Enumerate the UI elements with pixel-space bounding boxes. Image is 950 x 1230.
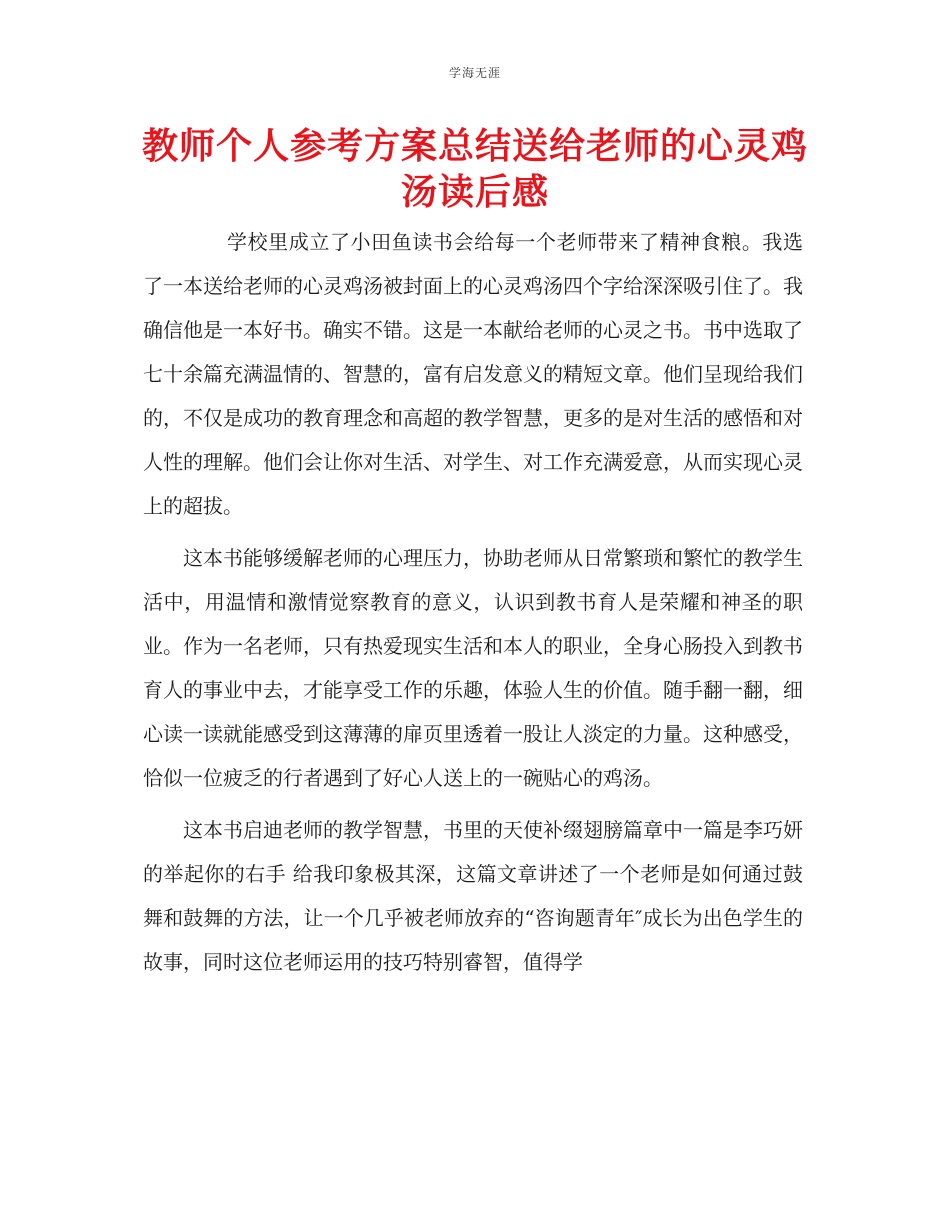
page-header: 学海无涯	[448, 66, 501, 80]
paragraph-3: 这本书启迪老师的教学智慧，书里的天使补缀翅膀篇章中一篇是李巧妍的举起你的右手 给我印象极其深，这篇文章讲述了一个老师是如何通过鼓舞和鼓舞的方法，让一个几乎被老师放弃的“咨询题青年″成长为出色学生的故事，同时这位老师运用的技巧特别睿智，值得学	[143, 818, 803, 974]
paragraph-2: 这本书能够缓解老师的心理压力，协助老师从日常繁琐和繁忙的教学生活中，用温情和激情觉察教育的意义，认识到教书育人是荣耀和神圣的职业。作为一名老师，只有热爱现实生活和本人的职业，全身心肠投入到教书育人的事业中去，才能享受工作的乐趣，体验人生的价值。随手翻一翻，细心读一读就能感受到这薄薄的扉页里透着一股让人淡定的力量。这种感受，恰似一位疲乏的行者遇到了好心人送上的一碗贴心的鸡汤。	[143, 546, 803, 790]
document-title: 教师个人参考方案总结送给老师的心灵鸡汤读后感	[141, 126, 808, 213]
document-body	[143, 220, 803, 984]
paragraph-1: 学校里成立了小田鱼读书会给每一个老师带来了精神食粮。我选了一本送给老师的心灵鸡汤被封面上的心灵鸡汤四个字给深深吸引住了。我确信他是一本好书。确实不错。这是一本献给老师的心灵之书。书中选取了七十余篇充满温情的、智慧的，富有启发意义的精短文章。他们呈现给我们的，不仅是成功的教育理念和高超的教学智慧，更多的是对生活的感悟和对人性的理解。他们会让你对生活、对学生、对工作充满爱意，从而实现心灵上的超拔。	[143, 230, 803, 518]
